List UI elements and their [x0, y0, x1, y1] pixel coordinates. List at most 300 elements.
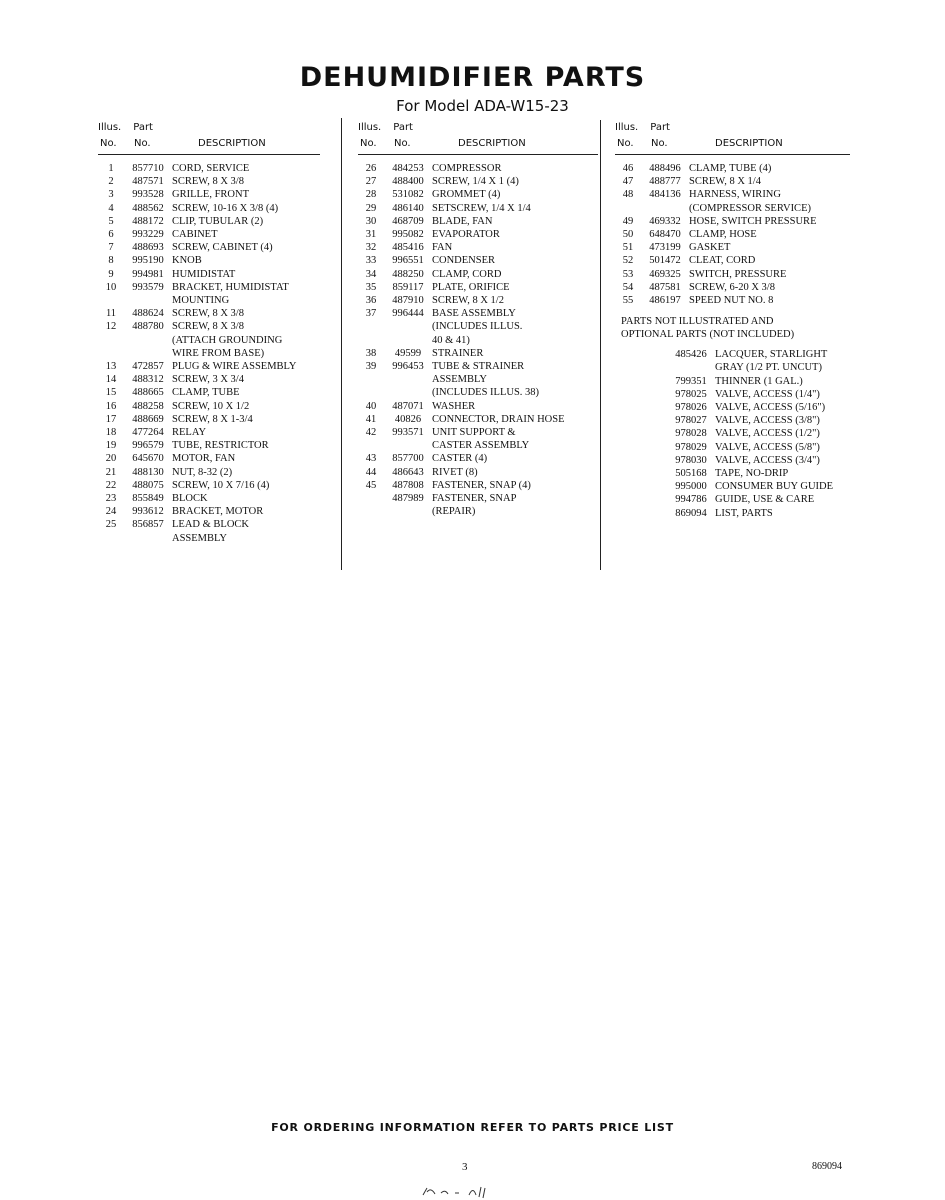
- header-part-no: No.: [134, 138, 151, 149]
- part-number: 486643: [392, 466, 424, 478]
- part-description: CASTER ASSEMBLY: [432, 440, 530, 452]
- part-number: 485426: [675, 349, 707, 361]
- part-description: BRACKET, HUMIDISTAT: [172, 281, 289, 293]
- header-illus-part: [358, 122, 413, 133]
- part-number: 856857: [132, 519, 164, 531]
- parts-row: [98, 386, 320, 399]
- part-number: 869094: [675, 507, 707, 519]
- part-number: 648470: [649, 229, 681, 241]
- part-number: 799351: [675, 375, 707, 387]
- part-number: [667, 361, 715, 374]
- header-illus: Illus.: [98, 122, 122, 133]
- header-description: DESCRIPTION: [458, 138, 526, 149]
- part-number: 993612: [132, 506, 164, 518]
- parts-row: [615, 254, 850, 267]
- part-number: [124, 334, 172, 347]
- illus-number: [641, 467, 667, 480]
- parts-row: [358, 479, 598, 492]
- illus-number: 29: [365, 202, 377, 214]
- not-illustrated-heading: [621, 315, 850, 341]
- part-number: 488250: [392, 268, 424, 280]
- part-description: (COMPRESSOR SERVICE): [689, 202, 811, 214]
- part-description: CLAMP, CORD: [432, 268, 502, 280]
- illus-number: 10: [105, 281, 117, 293]
- parts-row: [98, 426, 320, 439]
- parts-row: [358, 360, 598, 373]
- illus-number: [358, 334, 384, 347]
- illus-number: 51: [622, 242, 634, 254]
- part-number: 995000: [675, 481, 707, 493]
- part-description: GUIDE, USE & CARE: [715, 494, 815, 506]
- part-description: GROMMET (4): [432, 189, 501, 201]
- part-description: CONNECTOR, DRAIN HOSE: [432, 413, 565, 425]
- illus-number: 36: [365, 295, 377, 307]
- column-header: [98, 120, 320, 156]
- part-description: SCREW, 10 X 1/2: [172, 400, 250, 412]
- part-number: 531082: [392, 189, 424, 201]
- part-description: 40 & 41): [432, 334, 470, 346]
- part-description: RELAY: [172, 427, 207, 439]
- parts-row: [98, 228, 320, 241]
- parts-row: [358, 202, 598, 215]
- part-description: UNIT SUPPORT &: [432, 427, 516, 439]
- illus-number: 49: [622, 215, 634, 227]
- part-number: 993528: [132, 189, 164, 201]
- part-description: LEAD & BLOCK: [172, 519, 249, 531]
- parts-row: [358, 492, 598, 505]
- part-description: SCREW, 8 X 3/8: [172, 176, 244, 188]
- part-number: 487910: [392, 295, 424, 307]
- header-rule: [358, 154, 598, 155]
- part-description: GASKET: [689, 242, 731, 254]
- illus-number: 22: [105, 479, 117, 491]
- part-description: SCREW, 6-20 X 3/8: [689, 281, 775, 293]
- illus-number: 25: [105, 519, 117, 531]
- part-number: 978025: [675, 388, 707, 400]
- part-description: LACQUER, STARLIGHT: [715, 349, 828, 361]
- parts-row: [358, 439, 598, 452]
- illus-number: [641, 348, 667, 361]
- illus-number: 38: [365, 347, 377, 359]
- parts-row: [98, 254, 320, 267]
- part-description: PLUG & WIRE ASSEMBLY: [172, 361, 297, 373]
- parts-row: [98, 452, 320, 465]
- part-number: 488624: [132, 308, 164, 320]
- part-number: 488496: [649, 163, 681, 174]
- illus-number: 1: [108, 163, 114, 174]
- illus-number: [641, 414, 667, 427]
- parts-row: [358, 241, 598, 254]
- part-number: [384, 386, 432, 399]
- part-description: TUBE, RESTRICTOR: [172, 440, 269, 452]
- part-description: CONDENSER: [432, 255, 496, 267]
- illus-number: 6: [108, 229, 114, 241]
- part-description: TAPE, NO-DRIP: [715, 468, 789, 480]
- part-description: BLADE, FAN: [432, 215, 493, 227]
- part-description: VALVE, ACCESS (5/16"): [715, 402, 826, 414]
- part-description: TUBE & STRAINER: [432, 361, 525, 373]
- parts-row: [98, 268, 320, 281]
- illus-number: [98, 347, 124, 360]
- header-part: Part: [133, 122, 153, 133]
- illus-number: 41: [365, 413, 377, 425]
- illus-number: 45: [365, 479, 377, 491]
- header-rule: [615, 154, 850, 155]
- part-description: SCREW, 10 X 7/16 (4): [172, 479, 270, 491]
- column-divider: [600, 120, 601, 570]
- parts-row: [641, 375, 850, 388]
- parts-row: [615, 228, 850, 241]
- parts-row: [641, 493, 850, 506]
- illus-number: 53: [622, 268, 634, 280]
- header-rule: [98, 154, 320, 155]
- parts-row: [641, 401, 850, 414]
- part-description: (INCLUDES ILLUS. 38): [432, 387, 540, 399]
- part-number: 488312: [132, 374, 164, 386]
- part-number: 978029: [675, 441, 707, 453]
- part-description: (INCLUDES ILLUS.: [432, 321, 523, 333]
- part-description: BLOCK: [172, 493, 208, 505]
- part-description: SWITCH, PRESSURE: [689, 268, 787, 280]
- parts-row: [358, 334, 598, 347]
- part-number: 488780: [132, 321, 164, 333]
- part-number: 995082: [392, 229, 424, 241]
- part-number: 993229: [132, 229, 164, 241]
- illus-number: 21: [105, 466, 117, 478]
- illus-number: [641, 480, 667, 493]
- illus-number: 16: [105, 400, 117, 412]
- parts-row: [615, 202, 850, 215]
- parts-row: [98, 373, 320, 386]
- parts-row: [641, 414, 850, 427]
- illus-number: [641, 427, 667, 440]
- parts-row: [98, 505, 320, 518]
- parts-row: [641, 348, 850, 361]
- part-number: 978028: [675, 428, 707, 440]
- parts-row: [615, 188, 850, 201]
- illus-number: 35: [365, 281, 377, 293]
- parts-row: [358, 294, 598, 307]
- part-number: 485416: [392, 242, 424, 254]
- illus-number: 46: [622, 163, 634, 174]
- part-description: VALVE, ACCESS (3/4"): [715, 454, 820, 466]
- parts-row: [358, 228, 598, 241]
- parts-row: [98, 307, 320, 320]
- header-description: DESCRIPTION: [715, 138, 783, 149]
- parts-row: [98, 162, 320, 175]
- illus-number: 47: [622, 176, 634, 188]
- part-description: CLIP, TUBULAR (2): [172, 215, 264, 227]
- part-description: MOTOR, FAN: [172, 453, 236, 465]
- part-number: 488777: [649, 176, 681, 188]
- part-description: GRILLE, FRONT: [172, 189, 249, 201]
- part-number: 469325: [649, 268, 681, 280]
- illus-number: [615, 202, 641, 215]
- illus-number: 4: [108, 202, 114, 214]
- part-description: FASTENER, SNAP: [432, 493, 517, 505]
- part-number: 488562: [132, 202, 164, 214]
- part-number: 505168: [675, 468, 707, 480]
- parts-row: [615, 294, 850, 307]
- parts-row: [98, 400, 320, 413]
- illus-number: 39: [365, 361, 377, 373]
- part-description: CLAMP, HOSE: [689, 229, 757, 241]
- part-description: FASTENER, SNAP (4): [432, 479, 531, 491]
- illus-number: 50: [622, 229, 634, 241]
- illus-number: 48: [622, 189, 634, 201]
- illus-number: [641, 441, 667, 454]
- illus-number: [641, 375, 667, 388]
- part-number: 40826: [394, 413, 422, 425]
- header-illus-no: No.: [100, 138, 117, 149]
- illus-number: [358, 492, 384, 505]
- part-number: 993579: [132, 281, 164, 293]
- ordering-info-footer: FOR ORDERING INFORMATION REFER TO PARTS PRICE LIST: [271, 1121, 674, 1134]
- part-number: 487571: [132, 176, 164, 188]
- illus-number: 18: [105, 427, 117, 439]
- illus-number: [358, 439, 384, 452]
- parts-row: [98, 202, 320, 215]
- part-description: HUMIDISTAT: [172, 268, 236, 280]
- parts-row: [358, 426, 598, 439]
- parts-row: [358, 373, 598, 386]
- part-number: 996579: [132, 440, 164, 452]
- parts-row: [641, 480, 850, 493]
- parts-row: [98, 241, 320, 254]
- parts-row: [615, 241, 850, 254]
- part-number: [124, 347, 172, 360]
- illus-number: [641, 361, 667, 374]
- parts-row: [98, 492, 320, 505]
- part-description: SPEED NUT NO. 8: [689, 295, 774, 307]
- part-number: 857700: [392, 453, 424, 465]
- part-number: 995190: [132, 255, 164, 267]
- parts-row: [358, 466, 598, 479]
- part-description: SCREW, 3 X 3/4: [172, 374, 244, 386]
- part-number: 484136: [649, 189, 681, 201]
- part-number: 487071: [392, 400, 424, 412]
- part-description: VALVE, ACCESS (3/8"): [715, 415, 820, 427]
- parts-row: [98, 466, 320, 479]
- part-description: FAN: [432, 242, 453, 254]
- parts-row: [615, 162, 850, 175]
- part-description: SCREW, 8 X 1-3/4: [172, 413, 253, 425]
- part-number: [384, 373, 432, 386]
- parts-row: [98, 479, 320, 492]
- model-subtitle: For Model ADA-W15-23: [396, 97, 569, 115]
- parts-row: [358, 162, 598, 175]
- part-description: CASTER (4): [432, 453, 488, 465]
- parts-row: [98, 175, 320, 188]
- illus-number: [98, 294, 124, 307]
- part-description: SCREW, 8 X 3/8: [172, 321, 244, 333]
- part-number: 484253: [392, 163, 424, 174]
- illus-number: 24: [105, 506, 117, 518]
- part-number: 996551: [392, 255, 424, 267]
- part-description: COMPRESSOR: [432, 163, 502, 174]
- parts-row: [358, 215, 598, 228]
- part-number: 49599: [394, 347, 422, 359]
- part-description: CABINET: [172, 229, 218, 241]
- illus-number: 31: [365, 229, 377, 241]
- page-number: 3: [462, 1161, 468, 1173]
- illus-number: 30: [365, 215, 377, 227]
- parts-column-2: [358, 120, 598, 518]
- part-number: 994786: [675, 494, 707, 506]
- part-description: BRACKET, MOTOR: [172, 506, 264, 518]
- part-description: KNOB: [172, 255, 202, 267]
- part-description: VALVE, ACCESS (1/2"): [715, 428, 820, 440]
- parts-row: [615, 268, 850, 281]
- part-description: (ATTACH GROUNDING: [172, 334, 283, 346]
- part-number: 487581: [649, 281, 681, 293]
- illus-number: 28: [365, 189, 377, 201]
- part-number: 996444: [392, 308, 424, 320]
- illus-number: 17: [105, 413, 117, 425]
- illus-number: [641, 401, 667, 414]
- part-number: 996453: [392, 361, 424, 373]
- part-description: CLAMP, TUBE (4): [689, 163, 772, 174]
- part-description: SCREW, 10-16 X 3/8 (4): [172, 202, 279, 214]
- part-description: (REPAIR): [432, 506, 476, 518]
- parts-column-3: [615, 120, 850, 520]
- illus-number: 37: [365, 308, 377, 320]
- illus-number: 11: [105, 308, 117, 320]
- illus-number: 27: [365, 176, 377, 188]
- parts-row: [98, 532, 320, 545]
- part-number: [384, 505, 432, 518]
- part-description: HOSE, SWITCH PRESSURE: [689, 215, 817, 227]
- part-description: SCREW, CABINET (4): [172, 242, 273, 254]
- parts-row: [615, 215, 850, 228]
- parts-row: [98, 215, 320, 228]
- not-illustrated-heading-line: OPTIONAL PARTS (NOT INCLUDED): [621, 329, 795, 341]
- parts-row: [641, 467, 850, 480]
- illus-number: 55: [622, 295, 634, 307]
- part-number: [384, 334, 432, 347]
- illus-number: 33: [365, 255, 377, 267]
- part-number: [124, 532, 172, 545]
- part-description: PLATE, ORIFICE: [432, 281, 510, 293]
- part-description: GRAY (1/2 PT. UNCUT): [715, 362, 822, 374]
- illus-number: 8: [108, 255, 114, 267]
- parts-row: [98, 439, 320, 452]
- part-description: HARNESS, WIRING: [689, 189, 781, 201]
- part-description: VALVE, ACCESS (1/4"): [715, 388, 820, 400]
- column-header: [615, 120, 850, 156]
- part-description: BASE ASSEMBLY: [432, 308, 516, 320]
- header-part: Part: [393, 122, 413, 133]
- part-number: 488665: [132, 387, 164, 399]
- part-description: ASSEMBLY: [172, 532, 227, 544]
- parts-row: [358, 307, 598, 320]
- part-number: 488693: [132, 242, 164, 254]
- illus-number: [358, 320, 384, 333]
- illus-number: 12: [105, 321, 117, 333]
- illus-number: [358, 505, 384, 518]
- parts-row: [98, 347, 320, 360]
- part-number: 488400: [392, 176, 424, 188]
- header-illus-no: No.: [617, 138, 634, 149]
- part-description: STRAINER: [432, 347, 484, 359]
- parts-row: [98, 281, 320, 294]
- parts-row: [358, 268, 598, 281]
- part-description: EVAPORATOR: [432, 229, 500, 241]
- parts-row: [358, 386, 598, 399]
- part-number: 488669: [132, 413, 164, 425]
- parts-row: [641, 441, 850, 454]
- part-description: CORD, SERVICE: [172, 163, 250, 174]
- part-description: THINNER (1 GAL.): [715, 375, 803, 387]
- part-description: SCREW, 8 X 1/4: [689, 176, 761, 188]
- illus-number: [358, 386, 384, 399]
- part-number: 488258: [132, 400, 164, 412]
- part-number: [124, 294, 172, 307]
- part-number: 993571: [392, 427, 424, 439]
- page-title: DEHUMIDIFIER PARTS: [299, 62, 646, 93]
- part-number: [641, 202, 689, 215]
- illus-number: [98, 334, 124, 347]
- parts-row: [615, 281, 850, 294]
- part-number: 857710: [132, 163, 164, 174]
- parts-row: [98, 188, 320, 201]
- parts-row: [358, 175, 598, 188]
- part-number: [384, 439, 432, 452]
- illus-number: 26: [365, 163, 377, 174]
- part-description: SCREW, 8 X 1/2: [432, 295, 504, 307]
- part-description: MOUNTING: [172, 295, 230, 307]
- part-number: 978030: [675, 454, 707, 466]
- part-number: 487989: [392, 493, 424, 505]
- illus-number: 32: [365, 242, 377, 254]
- part-number: 488130: [132, 466, 164, 478]
- parts-row: [641, 388, 850, 401]
- header-illus-part: [98, 122, 153, 133]
- part-number: 472857: [132, 361, 164, 373]
- part-description: CONSUMER BUY GUIDE: [715, 481, 834, 493]
- illus-number: [358, 373, 384, 386]
- illus-number: 20: [105, 453, 117, 465]
- parts-row: [98, 360, 320, 373]
- part-description: VALVE, ACCESS (5/8"): [715, 441, 820, 453]
- part-description: NUT, 8-32 (2): [172, 466, 233, 478]
- illus-number: 14: [105, 374, 117, 386]
- parts-row: [641, 507, 850, 520]
- parts-row: [98, 334, 320, 347]
- parts-row: [358, 505, 598, 518]
- not-illustrated-heading-line: PARTS NOT ILLUSTRATED AND: [621, 316, 774, 328]
- illus-number: [641, 507, 667, 520]
- parts-row: [98, 413, 320, 426]
- part-number: 473199: [649, 242, 681, 254]
- illus-number: 23: [105, 493, 117, 505]
- header-part-no: No.: [394, 138, 411, 149]
- illus-number: 52: [622, 255, 634, 267]
- parts-row: [358, 400, 598, 413]
- illus-number: 19: [105, 440, 117, 452]
- part-number: 994981: [132, 268, 164, 280]
- parts-row: [98, 294, 320, 307]
- parts-row: [358, 320, 598, 333]
- illus-number: 13: [105, 361, 117, 373]
- part-description: SCREW, 8 X 3/8: [172, 308, 244, 320]
- part-number: 488075: [132, 479, 164, 491]
- parts-row: [641, 454, 850, 467]
- part-number: 487808: [392, 479, 424, 491]
- part-number: 501472: [649, 255, 681, 267]
- parts-row: [358, 281, 598, 294]
- part-description: RIVET (8): [432, 466, 478, 478]
